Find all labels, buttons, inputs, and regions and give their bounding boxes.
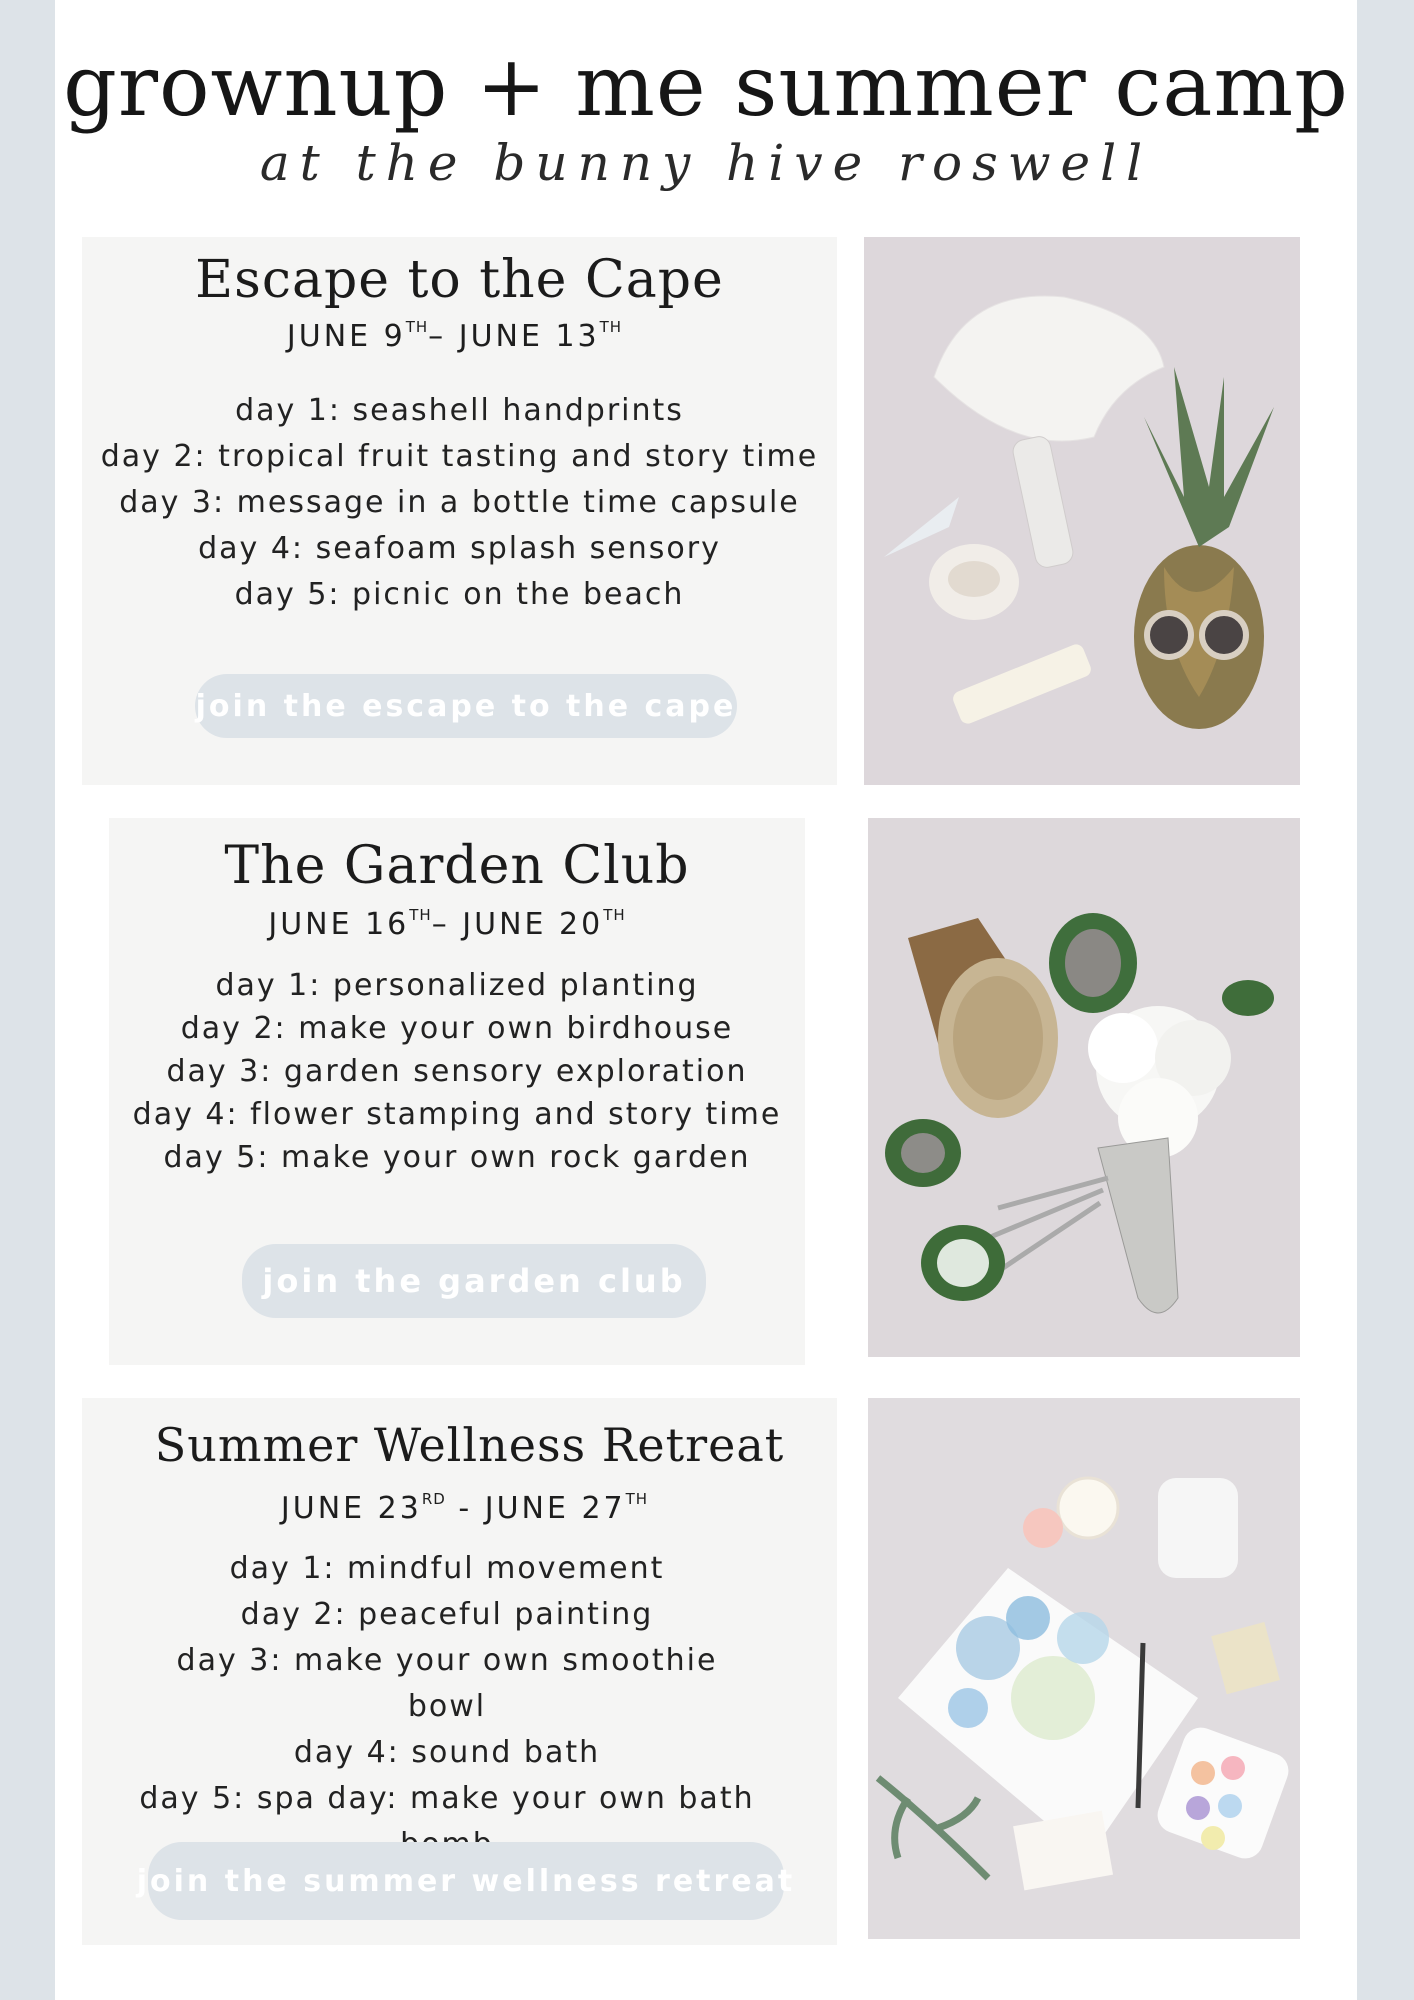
date-end: JUNE 27: [484, 1491, 626, 1526]
date-start-suffix: TH: [405, 318, 429, 336]
date-start: JUNE 16: [268, 907, 410, 942]
join-garden-button[interactable]: join the garden club: [242, 1244, 706, 1318]
garden-flatlay-photo: [868, 818, 1300, 1357]
date-separator: -: [445, 1491, 485, 1526]
camp-dates: [89, 906, 805, 942]
date-start-suffix: TH: [409, 906, 432, 924]
list-item: day 5: spa day: make your own bath: [139, 1781, 755, 1816]
camp-title: Escape to the Cape: [195, 250, 724, 310]
camp-card-garden: [109, 818, 805, 1365]
wellness-flatlay-photo: [868, 1398, 1300, 1939]
date-end-suffix: TH: [625, 1490, 649, 1508]
join-cape-button[interactable]: join the escape to the cape: [195, 674, 737, 738]
day-list: [82, 388, 837, 618]
camp-card-cape: [82, 237, 837, 785]
list-item: day 2: tropical fruit tasting and story time: [100, 439, 819, 474]
camp-title: The Garden Club: [224, 836, 690, 896]
date-start-suffix: RD: [421, 1490, 446, 1508]
list-item: day 4: flower stamping and story time: [132, 1097, 782, 1132]
camp-card-wellness: [82, 1398, 837, 1945]
list-item: day 5: make your own rock garden: [163, 1140, 751, 1175]
date-end: JUNE 20: [462, 907, 604, 942]
list-item: day 1: mindful movement: [229, 1551, 665, 1586]
beach-flatlay-photo: [864, 237, 1300, 785]
camp-dates: [72, 318, 837, 354]
day-list: [109, 964, 805, 1179]
list-item: day 2: make your own birdhouse: [180, 1011, 734, 1046]
list-item: day 3: make your own smoothie bowl: [176, 1643, 718, 1724]
camp-title: Summer Wellness Retreat: [154, 1418, 785, 1472]
list-item: day 2: peaceful painting: [240, 1597, 654, 1632]
list-item: day 5: picnic on the beach: [234, 577, 685, 612]
photo-illustration: [868, 818, 1300, 1357]
page-subtitle: at the bunny hive roswell: [259, 134, 1153, 192]
list-item: day 3: garden sensory exploration: [166, 1054, 748, 1089]
date-end: JUNE 13: [458, 319, 600, 354]
list-item: day 3: message in a bottle time capsule: [119, 485, 800, 520]
list-item: day 4: sound bath: [293, 1735, 601, 1770]
date-start: JUNE 23: [280, 1491, 422, 1526]
date-separator: –: [428, 319, 459, 354]
day-list: [137, 1546, 757, 1868]
date-end-suffix: TH: [599, 318, 623, 336]
list-item: day 1: seashell handprints: [235, 393, 684, 428]
list-item: day 4: seafoam splash sensory: [198, 531, 721, 566]
list-item: day 1: personalized planting: [215, 968, 699, 1003]
date-separator: –: [431, 907, 463, 942]
date-start: JUNE 9: [286, 319, 406, 354]
photo-illustration: [864, 237, 1300, 785]
camp-dates: [92, 1490, 837, 1526]
page-title: grownup + me summer camp: [63, 37, 1349, 135]
join-wellness-button[interactable]: join the summer wellness retreat: [148, 1842, 784, 1920]
date-end-suffix: TH: [603, 906, 626, 924]
photo-illustration: [868, 1398, 1300, 1939]
